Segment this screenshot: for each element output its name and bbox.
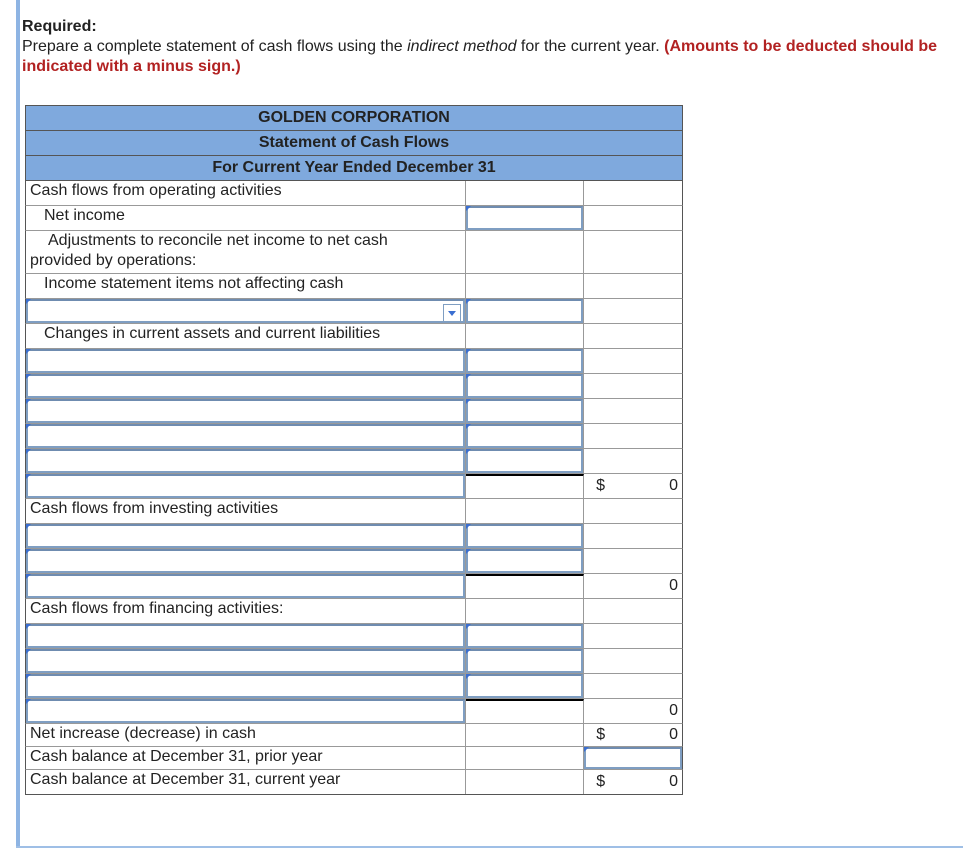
cash-current-value: 0 bbox=[669, 773, 678, 790]
change-description-input[interactable] bbox=[26, 399, 465, 423]
financing-total-row bbox=[25, 699, 683, 724]
change-amount-input[interactable] bbox=[466, 449, 584, 473]
chevron-down-icon[interactable] bbox=[443, 304, 461, 322]
net-income-row bbox=[25, 206, 683, 231]
net-change-label: Net increase (decrease) in cash bbox=[30, 725, 256, 742]
financing-entry-row bbox=[25, 624, 683, 649]
financing-entry-row bbox=[25, 674, 683, 699]
non-cash-item-amount-input[interactable] bbox=[466, 299, 584, 323]
net-income-label: Net income bbox=[44, 207, 125, 224]
cash-flow-statement bbox=[25, 105, 683, 795]
currency-symbol: $ bbox=[596, 477, 606, 494]
operating-total-value: 0 bbox=[669, 477, 678, 494]
cash-prior-input[interactable] bbox=[584, 747, 682, 769]
cash-current-row bbox=[25, 770, 683, 795]
financing-description-input[interactable] bbox=[26, 674, 465, 698]
net-income-input[interactable] bbox=[466, 206, 584, 230]
currency-symbol: $ bbox=[596, 773, 606, 790]
required-label: Required: bbox=[22, 18, 97, 35]
investing-description-input[interactable] bbox=[26, 549, 465, 573]
change-description-input[interactable] bbox=[26, 349, 465, 373]
operating-activities-label: Cash flows from operating activities bbox=[30, 182, 282, 199]
net-change-value: 0 bbox=[669, 726, 678, 743]
non-cash-items-row bbox=[25, 274, 683, 299]
change-amount-input[interactable] bbox=[466, 374, 584, 398]
financing-entry-row bbox=[25, 649, 683, 674]
financing-total-label-input[interactable] bbox=[26, 699, 465, 723]
change-entry-row bbox=[25, 399, 683, 424]
instruction-text-2: for the current year. bbox=[516, 38, 665, 55]
financing-activities-label: Cash flows from financing activities: bbox=[30, 600, 284, 617]
investing-description-input[interactable] bbox=[26, 524, 465, 548]
investing-entry-row bbox=[25, 549, 683, 574]
operating-header-row bbox=[25, 181, 683, 206]
operating-total-row bbox=[25, 474, 683, 499]
minus-sign-warning: (Amounts to be deducted should be indicated with a minus sign.) bbox=[22, 38, 937, 75]
net-change-row bbox=[25, 724, 683, 747]
changes-row bbox=[25, 324, 683, 349]
change-description-input[interactable] bbox=[26, 449, 465, 473]
financing-header-row bbox=[25, 599, 683, 624]
investing-activities-label: Cash flows from investing activities bbox=[30, 500, 279, 517]
investing-amount-input[interactable] bbox=[466, 549, 584, 573]
cash-prior-label: Cash balance at December 31, prior year bbox=[30, 748, 323, 765]
non-cash-item-entry-row bbox=[25, 299, 683, 324]
financing-total-value: 0 bbox=[669, 702, 678, 719]
operating-total-label-input[interactable] bbox=[26, 474, 465, 498]
adjustments-label: Adjustments to reconcile net income to net cash provided by operations: bbox=[30, 232, 388, 269]
financing-amount-input[interactable] bbox=[466, 624, 584, 648]
non-cash-item-select[interactable] bbox=[26, 299, 465, 323]
investing-total-row bbox=[25, 574, 683, 599]
method-text: indirect method bbox=[407, 38, 517, 55]
company-name-header: GOLDEN CORPORATION bbox=[25, 105, 683, 130]
change-description-input[interactable] bbox=[26, 424, 465, 448]
financing-description-input[interactable] bbox=[26, 649, 465, 673]
financing-amount-input[interactable] bbox=[466, 674, 584, 698]
financing-description-input[interactable] bbox=[26, 624, 465, 648]
cash-current-label: Cash balance at December 31, current year bbox=[30, 771, 341, 788]
non-cash-items-label: Income statement items not affecting cash bbox=[44, 275, 344, 292]
investing-entry-row bbox=[25, 524, 683, 549]
change-entry-row bbox=[25, 449, 683, 474]
adjustments-row bbox=[25, 231, 683, 274]
change-amount-input[interactable] bbox=[466, 424, 584, 448]
instruction-text-1: Prepare a complete statement of cash flows using the bbox=[22, 38, 408, 55]
change-amount-input[interactable] bbox=[466, 399, 584, 423]
instructions bbox=[22, 17, 957, 77]
currency-symbol: $ bbox=[596, 726, 606, 743]
change-entry-row bbox=[25, 374, 683, 399]
period-header: For Current Year Ended December 31 bbox=[25, 155, 683, 181]
statement-title-header: Statement of Cash Flows bbox=[25, 130, 683, 155]
change-amount-input[interactable] bbox=[466, 349, 584, 373]
changes-label: Changes in current assets and current liabilities bbox=[44, 325, 381, 342]
change-entry-row bbox=[25, 349, 683, 374]
left-accent-bar bbox=[16, 0, 20, 848]
investing-amount-input[interactable] bbox=[466, 524, 584, 548]
change-entry-row bbox=[25, 424, 683, 449]
investing-header-row bbox=[25, 499, 683, 524]
change-description-input[interactable] bbox=[26, 374, 465, 398]
investing-total-value: 0 bbox=[669, 577, 678, 594]
investing-total-label-input[interactable] bbox=[26, 574, 465, 598]
financing-amount-input[interactable] bbox=[466, 649, 584, 673]
cash-prior-row bbox=[25, 747, 683, 770]
